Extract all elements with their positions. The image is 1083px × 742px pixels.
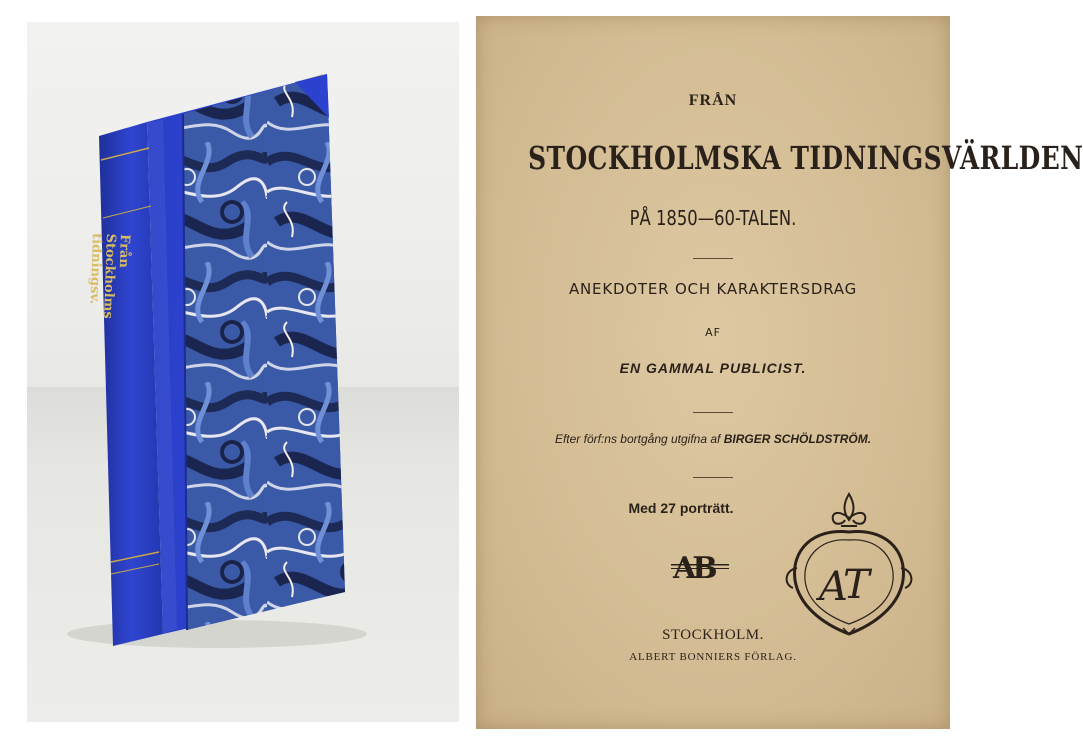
- monogram-emblem: [783, 488, 915, 638]
- publisher-mark-logo: [669, 544, 731, 584]
- svg-text:Från: Från: [115, 233, 132, 269]
- divider-rule: [693, 477, 733, 478]
- by-line: AF: [705, 326, 721, 339]
- main-title: STOCKHOLMSKA TIDNINGSVÄRLDEN: [528, 139, 1083, 177]
- book-illustration: [27, 22, 459, 722]
- period-line: PÅ 1850—60-TALEN.: [629, 206, 797, 230]
- svg-text:Stockholms: Stockholms: [100, 233, 119, 319]
- divider-rule: [693, 412, 733, 413]
- pre-title: FRÅN: [688, 92, 738, 109]
- title-page: [476, 16, 1083, 729]
- editor-note: [476, 432, 950, 446]
- subtitle: ANEKDOTER OCH KARAKTERSDRAG: [568, 280, 858, 298]
- svg-text:AB: AB: [673, 551, 714, 586]
- author-line: EN GAMMAL PUBLICIST.: [619, 360, 807, 376]
- editor-name: BIRGER SCHÖLDSTRÖM.: [723, 432, 872, 446]
- portraits-note: Med 27 porträtt.: [628, 500, 734, 516]
- editor-note-prefix: Efter förf:ns bortgång utgifna af: [554, 432, 724, 446]
- imprint-city: STOCKHOLM.: [662, 627, 764, 643]
- svg-text:tidningsv.: tidningsv.: [86, 232, 105, 305]
- imprint-publisher: ALBERT BONNIERS FÖRLAG.: [629, 651, 797, 663]
- svg-text:T: T: [843, 562, 870, 608]
- book-photo: [27, 22, 459, 722]
- divider-rule: [693, 258, 733, 259]
- svg-text:A: A: [819, 564, 848, 610]
